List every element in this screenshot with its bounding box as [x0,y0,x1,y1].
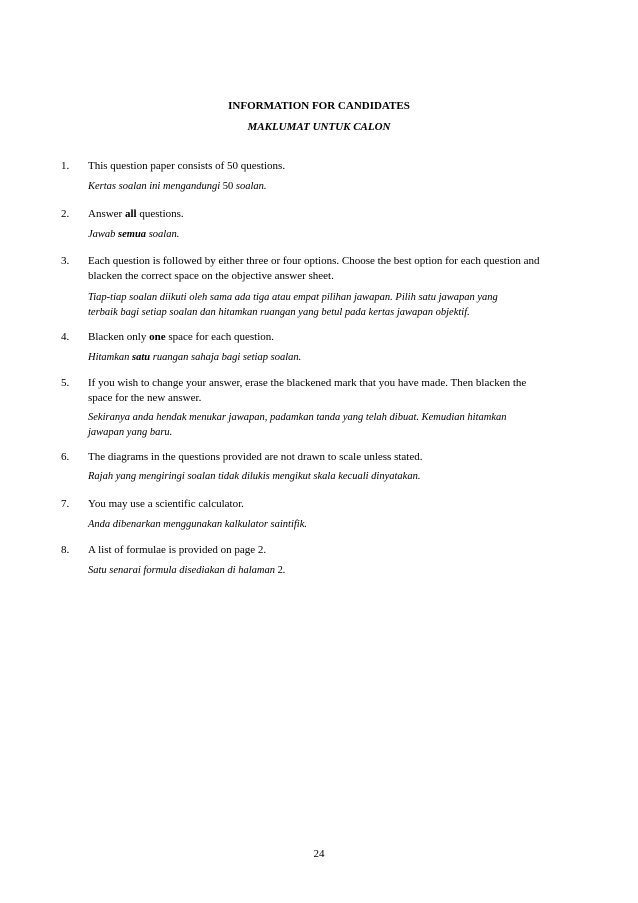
instruction-text-en: Each question is followed by either three or four options. Choose the best option for each question and blacken the correct space on the objective answer sheet. [88,255,540,282]
instruction-text-en: You may use a scientific calculator. [88,498,244,510]
page-number: 24 [313,848,325,860]
emphasis: all [124,208,137,220]
instruction-text-en: If you wish to change your answer, erase the blackened mark that you have made. Then blacken the space for the new answer. [88,377,527,404]
instruction-text-en: The diagrams in the questions provided are not drawn to scale unless stated. [88,451,423,463]
item-number: 3. [61,255,70,267]
instruction-text-my: Jawab semua soalan. [88,229,180,240]
item-number: 2. [61,208,70,220]
emphasis: satu [132,352,151,363]
page-title-translation: MAKLUMAT UNTUK CALON [247,121,391,133]
emphasis: one [149,331,166,343]
instruction-text-en: A list of formulae is provided on page 2. [88,544,267,556]
instruction-text-my: Hitamkan satu ruangan sahaja bagi setiap soalan. [88,352,302,363]
instruction-text-my: Tiap-tiap soalan diikuti oleh sama ada tiga atau empat pilihan jawapan. Pilih satu jawapan yang terbaik bagi setiap soalan dan hitamkan ruangan yang betul pada kertas jawapan objektif. [88,292,498,318]
instruction-text-my: Kertas soalan ini mengandungi 50 soalan. [88,181,267,192]
item-number: 4. [61,331,70,343]
instruction-text-my: Satu senarai formula disediakan di halaman 2. [88,565,286,576]
instruction-text-my: Rajah yang mengiringi soalan tidak dilukis mengikut skala kecuali dinyatakan. [88,471,421,482]
item-number: 7. [61,498,70,510]
page-title: INFORMATION FOR CANDIDATES [228,100,410,112]
instruction-text-my: Anda dibenarkan menggunakan kalkulator saintifik. [88,519,308,530]
item-number: 6. [61,451,70,463]
instruction-text-en: Answer all questions. [88,208,184,220]
emphasis: semua [118,229,147,240]
instruction-text-en: This question paper consists of 50 questions. [88,160,286,172]
instruction-text-en: Blacken only one space for each question. [88,331,275,343]
item-number: 8. [61,544,70,556]
item-number: 5. [61,377,70,389]
instruction-text-my: Sekiranya anda hendak menukar jawapan, padamkan tanda yang telah dibuat. Kemudian hitamkan jawapan yang baru. [88,412,507,438]
item-number: 1. [61,160,70,172]
